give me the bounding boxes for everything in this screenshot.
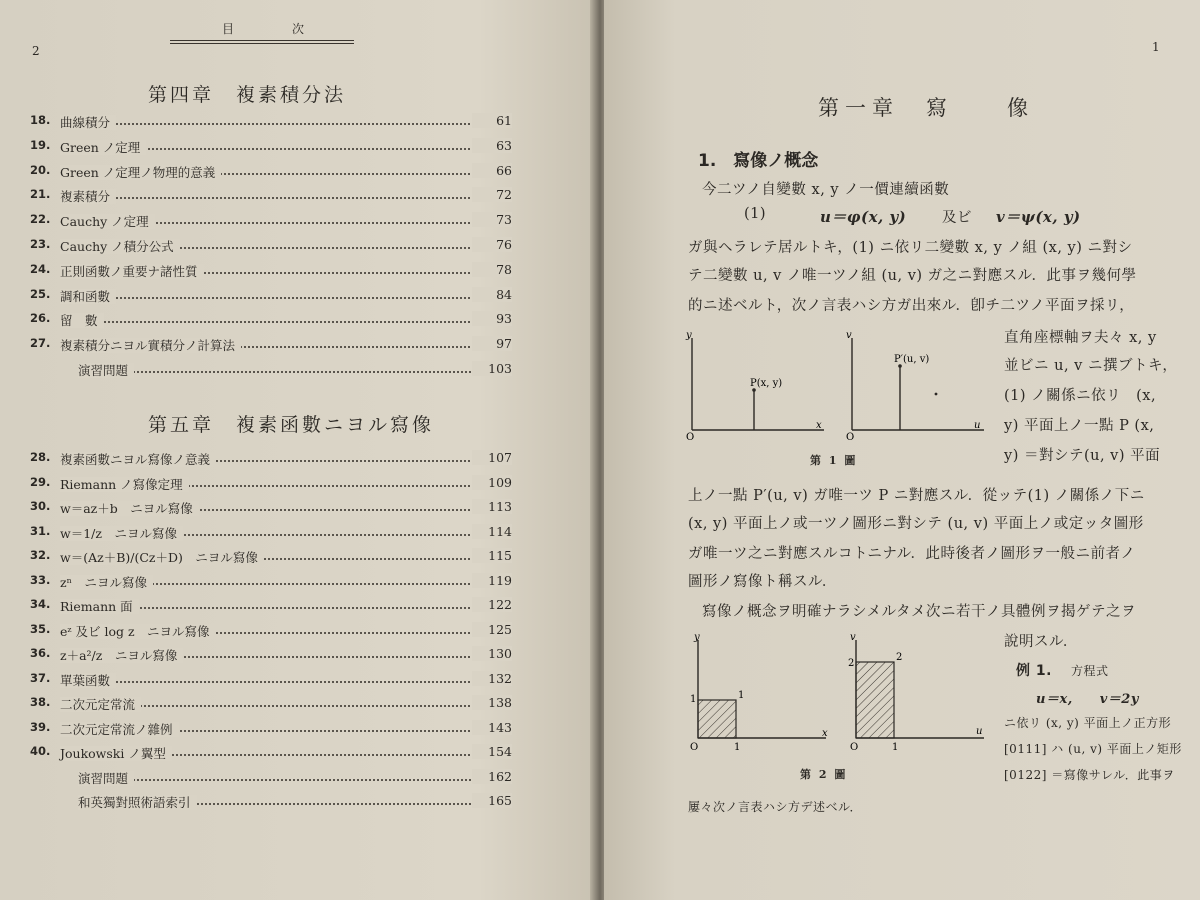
- origin-label: O: [690, 742, 699, 752]
- toc-entry-page: 61: [472, 113, 512, 128]
- toc-entry: [30, 769, 512, 789]
- toc-entry-number: 38.: [30, 695, 51, 709]
- toc-entry: [30, 573, 512, 593]
- chapter-1-heading: 第一章 寫 像: [818, 96, 1034, 120]
- toc-entry-page: 154: [472, 744, 512, 759]
- toc-entry-number: 31.: [30, 523, 51, 538]
- toc-entry-page: 162: [472, 769, 512, 784]
- toc-entry-page: 165: [472, 793, 512, 808]
- running-head-char-2: 次: [292, 22, 305, 36]
- toc-entry-number: 39.: [30, 719, 51, 734]
- body-line: 今二ツノ自變數 x, y ノ一價連續函數: [702, 182, 950, 198]
- toc-entry-page: 93: [472, 311, 512, 326]
- toc-entry-title: Cauchy ノ積分公式: [60, 239, 180, 254]
- toc-entry-page: 143: [472, 720, 512, 735]
- example-equation: u＝x, v＝2y: [1036, 692, 1139, 707]
- example-text: 方程式: [1071, 664, 1109, 678]
- toc-entry-title: zⁿ ニヨル寫像: [60, 575, 153, 590]
- toc-entry-title: 複素函數ニヨル寫像ノ意義: [60, 452, 216, 467]
- toc-entry: [30, 361, 512, 381]
- toc-entry-number: 26.: [30, 311, 51, 326]
- toc-entry-page: 63: [472, 138, 512, 153]
- toc-entry-page: 73: [472, 212, 512, 227]
- body-line: 寫像ノ概念ヲ明確ナラシメルタメ次ニ若干ノ具體例ヲ揭ゲテ之ヲ: [702, 604, 1136, 620]
- point-p-label: P(x, y): [750, 378, 783, 389]
- toc-entry: [30, 499, 512, 519]
- page-number: 2: [32, 44, 40, 58]
- body-line: テ二變數 u, v ノ唯一ツノ組 (u, v) ガ之ニ對應スル．此事ヲ幾何學: [688, 268, 1137, 284]
- toc-entry: [30, 695, 512, 715]
- chapter-5-heading: 第五章 複素函數ニヨル寫像: [148, 414, 435, 436]
- toc-entry-number: 37.: [30, 670, 51, 685]
- axis-label-u: u: [976, 726, 983, 737]
- toc-entry-number: 34.: [30, 597, 51, 611]
- running-head-char-1: 目: [222, 22, 235, 36]
- toc-leader-dots: [60, 123, 474, 125]
- example-label: 例 1.: [1016, 663, 1052, 679]
- toc-entry-page: 113: [472, 499, 512, 514]
- origin-label: O: [686, 432, 695, 442]
- right-page: [604, 0, 1200, 900]
- toc-entry: [30, 548, 512, 568]
- toc-entry-title: Riemann 面: [60, 599, 139, 614]
- toc-entry-title: Riemann ノ寫像定理: [60, 477, 189, 492]
- toc-entry-number: 40.: [30, 744, 51, 758]
- example-1: [1016, 660, 1109, 680]
- toc-entry-page: 76: [472, 237, 512, 252]
- tick-label: 1: [892, 742, 899, 752]
- toc-entry: [30, 113, 512, 133]
- toc-entry-title: eᶻ 及ビ log z ニヨル寫像: [60, 624, 216, 639]
- body-line: (1) ノ關係ニ依リ (x,: [1004, 388, 1157, 404]
- toc-entry: [30, 212, 512, 232]
- section-1-heading: 1. 寫像ノ概念: [698, 151, 819, 171]
- toc-entry-title: 調和函數: [60, 289, 116, 304]
- chapter-4-heading: 第四章 複素積分法: [148, 84, 347, 106]
- toc-leader-dots: [78, 371, 474, 373]
- toc-entry: [30, 262, 512, 282]
- toc-entry: [30, 622, 512, 642]
- toc-entry-number: 21.: [30, 187, 51, 202]
- toc-entry-number: 19.: [30, 137, 51, 152]
- body-line: 屢々次ノ言表ハシ方デ述ベル．: [688, 800, 863, 814]
- axis-label-y: y: [686, 330, 692, 341]
- body-line: [0122] ＝寫像サレル．此事ヲ: [1004, 768, 1175, 782]
- toc-entry-page: 122: [472, 597, 512, 612]
- toc-entry-title: Green ノ定理: [60, 140, 146, 155]
- toc-entry-page: 72: [472, 187, 512, 202]
- toc-entry-page: 109: [472, 475, 512, 490]
- tick-label: 1: [690, 694, 697, 705]
- axis-label-v: v: [850, 634, 856, 643]
- equation-v: v＝ψ(x, y): [996, 208, 1081, 226]
- figure-2: [684, 634, 994, 752]
- toc-entry-number: 35.: [30, 621, 51, 636]
- toc-entry-title: 演習問題: [78, 363, 134, 378]
- body-line: 上ノ一點 P′(u, v) ガ唯一ツ P ニ對應スル．從ッテ(1) ノ關係ノ下ニ: [688, 488, 1145, 504]
- body-line: 並ビニ u, v ニ撰ブトキ，: [1004, 358, 1178, 374]
- toc-entry-title: w＝1/z ニヨル寫像: [60, 526, 183, 541]
- equation-u: u＝φ(x, y): [820, 208, 907, 226]
- toc-entry-title: 單葉函數: [60, 673, 116, 688]
- toc-entry-page: 138: [472, 695, 512, 710]
- toc-entry-number: 30.: [30, 499, 51, 513]
- toc-entry-page: 107: [472, 450, 512, 465]
- toc-entry-page: 103: [472, 361, 512, 376]
- figure-1: [684, 330, 994, 442]
- toc-entry-number: 32.: [30, 548, 51, 562]
- body-line: [0111] ハ (u, v) 平面上ノ矩形: [1004, 742, 1182, 756]
- equation-number: (1): [744, 206, 767, 222]
- toc-entry-title: w＝az＋b ニヨル寫像: [60, 501, 199, 516]
- figure-2-caption: 第 2 圖: [800, 768, 848, 781]
- toc-leader-dots: [60, 321, 474, 323]
- axis-label-x: x: [816, 420, 822, 431]
- toc-entry: [30, 450, 512, 470]
- axis-label-y: y: [694, 634, 700, 643]
- toc-entry: [30, 744, 512, 764]
- toc-entry: [30, 671, 512, 691]
- toc-leader-dots: [60, 197, 474, 199]
- toc-entry-number: 23.: [30, 237, 51, 251]
- tick-label: 1: [734, 742, 741, 752]
- body-line: 說明スル．: [1004, 634, 1078, 650]
- toc-entry-number: 29.: [30, 474, 51, 489]
- running-head-rule: [170, 40, 354, 44]
- toc-entry-number: 28.: [30, 450, 51, 464]
- toc-entry-number: 27.: [30, 336, 51, 351]
- toc-entry-number: 24.: [30, 261, 51, 276]
- axis-label-x: x: [822, 728, 828, 739]
- toc-entry-page: 84: [472, 287, 512, 302]
- corner-label: 1: [738, 690, 745, 701]
- axis-label-u: u: [974, 420, 981, 431]
- toc-entry-page: 125: [472, 622, 512, 637]
- toc-entry: [30, 646, 512, 666]
- toc-entry: [30, 138, 512, 158]
- body-line: 直角座標軸ヲ夫々 x, y: [1004, 330, 1157, 346]
- toc-entry-number: 18.: [30, 113, 51, 127]
- point-p-prime-label: P′(u, v): [894, 354, 930, 365]
- toc-entry-number: 22.: [30, 212, 51, 227]
- toc-entry: [30, 311, 512, 331]
- toc-entry: [30, 475, 512, 495]
- body-line: 圖形ノ寫像ト稱スル．: [688, 574, 837, 590]
- figure-1-caption: 第 1 圖: [810, 454, 858, 467]
- equation-and: 及ビ: [942, 210, 972, 226]
- toc-entry-title: w＝(Az＋B)/(Cz＋D) ニヨル寫像: [60, 550, 264, 565]
- toc-entry-title: Green ノ定理ノ物理的意義: [60, 165, 221, 180]
- origin-label: O: [846, 432, 855, 442]
- toc-entry: [30, 287, 512, 307]
- toc-leader-dots: [60, 297, 474, 299]
- toc-entry: [30, 720, 512, 740]
- corner-label: 2: [896, 652, 903, 663]
- body-line: ガ唯一ツ之ニ對應スルコトニナル．此時後者ノ圖形ヲ一般ニ前者ノ: [688, 546, 1136, 562]
- body-line: ガ與ヘラレテ居ルトキ，(1) ニ依リ二變數 x, y ノ組 (x, y) ニ對シ: [688, 240, 1133, 256]
- toc-entry-title: 留 數: [60, 313, 104, 328]
- toc-entry-page: 114: [472, 524, 512, 539]
- toc-entry-page: 119: [472, 573, 512, 588]
- toc-entry-page: 97: [472, 336, 512, 351]
- toc-entry: [30, 793, 512, 813]
- toc-entry-title: 複素積分ニヨル實積分ノ計算法: [60, 338, 241, 353]
- toc-entry: [30, 163, 512, 183]
- toc-entry-number: 25.: [30, 286, 51, 301]
- body-line: y) 平面上ノ一點 P (x,: [1004, 418, 1155, 434]
- toc-entry-number: 33.: [30, 572, 51, 587]
- toc-entry-page: 78: [472, 262, 512, 277]
- origin-label: O: [850, 742, 859, 752]
- toc-entry-number: 20.: [30, 162, 51, 177]
- toc-entry-page: 115: [472, 548, 512, 563]
- left-page: [0, 0, 596, 900]
- toc-entry-title: 和英獨對照術語索引: [78, 795, 197, 810]
- body-line: ニ依リ (x, y) 平面上ノ正方形: [1004, 716, 1172, 730]
- toc-entry: [30, 524, 512, 544]
- toc-entry-page: 66: [472, 163, 512, 178]
- toc-entry: [30, 237, 512, 257]
- body-line: y) ＝對シテ(u, v) 平面: [1004, 448, 1161, 464]
- toc-entry-title: 二次元定常流: [60, 697, 141, 712]
- toc-entry-page: 130: [472, 646, 512, 661]
- toc-entry-title: z＋a²/z ニヨル寫像: [60, 648, 183, 663]
- toc-entry-title: 演習問題: [78, 771, 134, 786]
- toc-entry-title: 曲線積分: [60, 115, 116, 130]
- toc-leader-dots: [78, 779, 474, 781]
- toc-entry-title: 二次元定常流ノ雜例: [60, 722, 179, 737]
- toc-entry-title: Cauchy ノ定理: [60, 214, 155, 229]
- toc-entry: [30, 597, 512, 617]
- toc-entry: [30, 336, 512, 356]
- body-line: (x, y) 平面上ノ或一ツノ圖形ニ對シテ (u, v) 平面上ノ或定ッタ圖形: [688, 516, 1144, 532]
- toc-leader-dots: [60, 681, 474, 683]
- toc-entry-title: Joukowski ノ翼型: [60, 746, 172, 761]
- toc-entry-number: 36.: [30, 646, 51, 660]
- body-line: 的ニ述ベルト，次ノ言表ハシ方ガ出來ル．卽チ二ツノ平面ヲ採リ，: [688, 298, 1135, 314]
- toc-entry-page: 132: [472, 671, 512, 686]
- toc-entry-title: 正則函數ノ重要ナ諸性質: [60, 264, 204, 279]
- toc-entry: [30, 187, 512, 207]
- toc-entry-title: 複素積分: [60, 189, 116, 204]
- tick-label: 2: [848, 658, 855, 669]
- axis-label-v: v: [846, 330, 852, 341]
- page-number: 1: [1152, 40, 1160, 54]
